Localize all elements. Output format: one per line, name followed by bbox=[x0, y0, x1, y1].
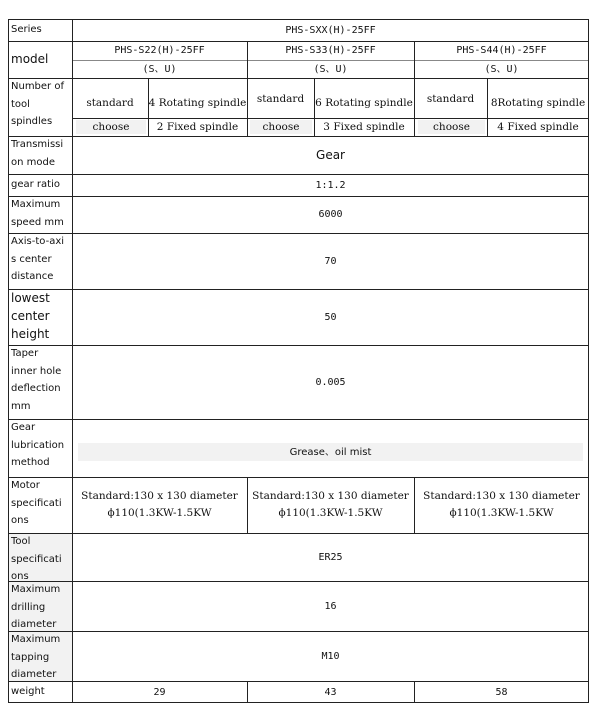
weight-value-1: 29 bbox=[153, 686, 166, 698]
lubrication-label-line: method bbox=[11, 457, 50, 468]
max-speed-value: 6000 bbox=[318, 209, 343, 220]
spindles-label-line: spindles bbox=[11, 116, 53, 127]
drilling-label-line: drilling bbox=[11, 601, 46, 613]
motor-label-line: specificati bbox=[11, 497, 62, 509]
lubrication-value: Grease、oil mist bbox=[78, 443, 583, 461]
tapping-label-line: Maximum bbox=[11, 634, 61, 645]
center-height-label-line: center bbox=[11, 309, 50, 323]
taper-label-line: mm bbox=[11, 400, 31, 412]
grid-line bbox=[8, 419, 589, 420]
grid-line bbox=[8, 345, 589, 346]
grid-line bbox=[148, 78, 149, 136]
lubrication-label-line: Gear bbox=[11, 422, 36, 433]
center-height-value: 50 bbox=[324, 311, 337, 323]
weight-value-2: 43 bbox=[324, 686, 337, 698]
grid-line bbox=[8, 136, 589, 137]
grid-line bbox=[72, 118, 589, 119]
drilling-label bbox=[8, 581, 72, 631]
gear-ratio-value: 1:1.2 bbox=[315, 179, 346, 191]
weight-value-3: 58 bbox=[495, 686, 508, 698]
grid-line bbox=[72, 60, 589, 61]
grid-line bbox=[72, 19, 73, 703]
spindle-rotating-1: 4 Rotating spindle bbox=[148, 96, 247, 109]
grid-line bbox=[8, 41, 589, 42]
transmission-label-line: Transmissi bbox=[11, 139, 64, 150]
tapping-label bbox=[8, 631, 72, 681]
grid-line bbox=[8, 174, 589, 175]
taper-label-line: deflection bbox=[11, 383, 61, 394]
taper-label-line: Taper bbox=[11, 348, 39, 359]
center-height-label bbox=[8, 289, 72, 345]
spindle-choose-1: choose bbox=[76, 120, 146, 134]
tapping-label-line: diameter bbox=[11, 669, 57, 680]
series-value: PHS-SXX(H)-25FF bbox=[285, 24, 376, 36]
axis-distance-label-line: Axis-to-axi bbox=[11, 236, 65, 247]
motor-spec-line: Standard:130 x 130 diameter bbox=[81, 490, 238, 502]
model-label-text: model bbox=[11, 51, 49, 66]
spindle-rotating-2: 6 Rotating spindle bbox=[315, 96, 413, 109]
weight-label bbox=[8, 681, 72, 703]
gear-ratio-label-text: gear ratio bbox=[11, 179, 60, 191]
axis-distance-label bbox=[8, 233, 72, 289]
grid-line bbox=[8, 702, 589, 703]
spindle-rotating-3: 8Rotating spindle bbox=[490, 96, 586, 109]
weight-label-text: weight bbox=[11, 686, 45, 698]
grid-line bbox=[8, 78, 589, 79]
model-sub-2: (S、U) bbox=[313, 63, 348, 75]
max-speed-label-line: Maximum bbox=[11, 199, 61, 210]
motor-spec-line: Standard:130 x 130 diameter bbox=[423, 490, 580, 502]
spindle-standard-3: standard bbox=[426, 92, 475, 105]
lubrication-label-line: lubrication bbox=[11, 439, 65, 451]
tool-spec-label bbox=[8, 533, 72, 581]
spindle-fixed-2: 3 Fixed spindle bbox=[323, 120, 405, 133]
drilling-value: 16 bbox=[324, 600, 337, 612]
grid-line bbox=[314, 78, 315, 136]
motor-label-line: Motor bbox=[11, 480, 40, 491]
drilling-label-line: diameter bbox=[11, 619, 57, 630]
center-height-label-line: lowest bbox=[11, 291, 50, 305]
taper-value: 0.005 bbox=[315, 376, 346, 388]
series-label bbox=[8, 19, 72, 41]
axis-distance-value: 70 bbox=[324, 255, 337, 267]
grid-line bbox=[487, 78, 488, 136]
tool-spec-label-line: specificati bbox=[11, 553, 62, 565]
grid-line bbox=[8, 289, 589, 290]
motor-label bbox=[8, 477, 72, 533]
grid-line bbox=[8, 196, 589, 197]
center-height-label-line: height bbox=[11, 327, 50, 341]
spindle-fixed-3: 4 Fixed spindle bbox=[497, 120, 579, 133]
tapping-label-line: tapping bbox=[11, 651, 50, 663]
motor-spec-line: Standard:130 x 130 diameter bbox=[252, 490, 409, 502]
tool-spec-label-line: Tool bbox=[11, 536, 31, 547]
max-speed-label-line: speed mm bbox=[11, 216, 64, 228]
model-sub-3: (S、U) bbox=[484, 63, 519, 75]
grid-line bbox=[588, 19, 589, 703]
motor-spec-line: ϕ110(1.3KW-1.5KW bbox=[278, 507, 383, 519]
motor-spec-1 bbox=[72, 477, 247, 533]
motor-spec-3 bbox=[414, 477, 589, 533]
grid-line bbox=[8, 19, 589, 20]
taper-label bbox=[8, 345, 72, 419]
motor-label-line: ons bbox=[11, 515, 29, 526]
axis-distance-label-line: distance bbox=[11, 271, 54, 282]
grid-line bbox=[8, 233, 589, 234]
spindle-choose-3: choose bbox=[418, 120, 485, 134]
drilling-label-line: Maximum bbox=[11, 584, 61, 595]
motor-spec-line: ϕ110(1.3KW-1.5KW bbox=[107, 507, 212, 519]
grid-line bbox=[414, 681, 415, 703]
grid-line bbox=[8, 477, 589, 478]
max-speed-label bbox=[8, 196, 72, 233]
taper-label-line: inner hole bbox=[11, 365, 62, 377]
model-label bbox=[8, 41, 72, 78]
grid-line bbox=[8, 533, 589, 534]
grid-line bbox=[8, 19, 9, 703]
grid-line bbox=[414, 41, 415, 136]
model-name-1: PHS-S22(H)-25FF bbox=[114, 45, 205, 56]
axis-distance-label-line: s center bbox=[11, 253, 52, 265]
motor-spec-2 bbox=[247, 477, 414, 533]
spindle-standard-1: standard bbox=[86, 96, 134, 109]
tapping-value: M10 bbox=[321, 650, 340, 662]
grid-line bbox=[247, 681, 248, 703]
grid-line bbox=[247, 477, 248, 533]
spindle-choose-2: choose bbox=[250, 120, 312, 134]
transmission-label bbox=[8, 136, 72, 174]
tool-spec-label-line: ons bbox=[11, 571, 29, 581]
model-name-2: PHS-S33(H)-25FF bbox=[285, 45, 376, 56]
model-sub-1: (S、U) bbox=[142, 63, 177, 75]
grid-line bbox=[8, 631, 589, 632]
lubrication-label bbox=[8, 419, 72, 477]
spec-table bbox=[8, 19, 589, 703]
gear-ratio-label bbox=[8, 174, 72, 196]
spindle-standard-2: standard bbox=[256, 92, 305, 105]
spindles-label bbox=[8, 78, 72, 136]
tool-spec-value: ER25 bbox=[318, 551, 343, 563]
series-label-text: Series bbox=[11, 24, 42, 36]
spindles-label-line: Number of bbox=[11, 81, 64, 92]
spindle-fixed-1: 2 Fixed spindle bbox=[156, 120, 239, 133]
grid-line bbox=[247, 41, 248, 136]
spindles-label-line: tool bbox=[11, 98, 30, 110]
grid-line bbox=[8, 681, 589, 682]
transmission-value: Gear bbox=[316, 147, 345, 162]
grid-line bbox=[414, 477, 415, 533]
grid-line bbox=[8, 581, 589, 582]
motor-spec-line: ϕ110(1.3KW-1.5KW bbox=[449, 507, 554, 519]
transmission-label-line: on mode bbox=[11, 156, 55, 168]
model-name-3: PHS-S44(H)-25FF bbox=[456, 45, 547, 56]
